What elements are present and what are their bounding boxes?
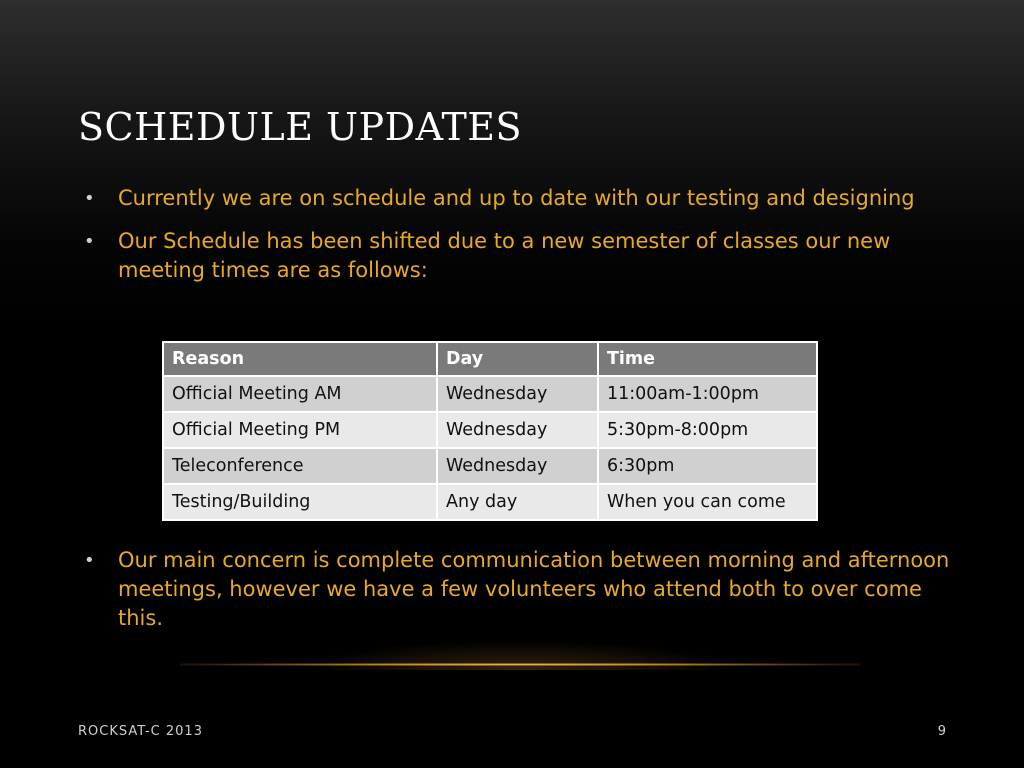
table-cell: When you can come — [598, 484, 817, 520]
bullet-dot-icon: • — [84, 188, 95, 209]
column-header-time: Time — [598, 342, 817, 376]
bullet-list-bottom — [78, 546, 958, 633]
table-cell: Teleconference — [163, 448, 437, 484]
bullet-dot-icon: • — [84, 231, 95, 252]
bullet-item — [78, 184, 958, 213]
table-row — [163, 412, 817, 448]
bullet-text: Our main concern is complete communication between morning and afternoon meetings, however we have a few volunteers who attend both to over come this. — [118, 548, 950, 630]
bullet-item — [78, 546, 958, 633]
table-cell: Testing/Building — [163, 484, 437, 520]
bullet-text: Currently we are on schedule and up to date with our testing and designing — [118, 186, 915, 210]
table-cell: 5:30pm-8:00pm — [598, 412, 817, 448]
table-cell: 6:30pm — [598, 448, 817, 484]
page-number: 9 — [937, 724, 946, 739]
column-header-day: Day — [437, 342, 598, 376]
table-row — [163, 376, 817, 412]
table-row — [163, 448, 817, 484]
table-cell: 11:00am-1:00pm — [598, 376, 817, 412]
column-header-reason: Reason — [163, 342, 437, 376]
table-cell: Wednesday — [437, 412, 598, 448]
table-cell: Wednesday — [437, 376, 598, 412]
schedule-table — [162, 341, 818, 521]
decorative-divider — [180, 663, 860, 666]
slide-footer: ROCKSAT-C 2013 — [78, 724, 203, 739]
table-cell: Any day — [437, 484, 598, 520]
bullet-text: Our Schedule has been shifted due to a new semester of classes our new meeting times are as follows: — [118, 229, 891, 282]
table-cell: Official Meeting AM — [163, 376, 437, 412]
table-cell: Wednesday — [437, 448, 598, 484]
table-header-row — [163, 342, 817, 376]
bullet-dot-icon: • — [84, 550, 95, 571]
bullet-list — [78, 184, 958, 285]
slide-title: SCHEDULE UPDATES — [78, 105, 523, 149]
table-row — [163, 484, 817, 520]
table-cell: Official Meeting PM — [163, 412, 437, 448]
bullet-item — [78, 227, 958, 285]
